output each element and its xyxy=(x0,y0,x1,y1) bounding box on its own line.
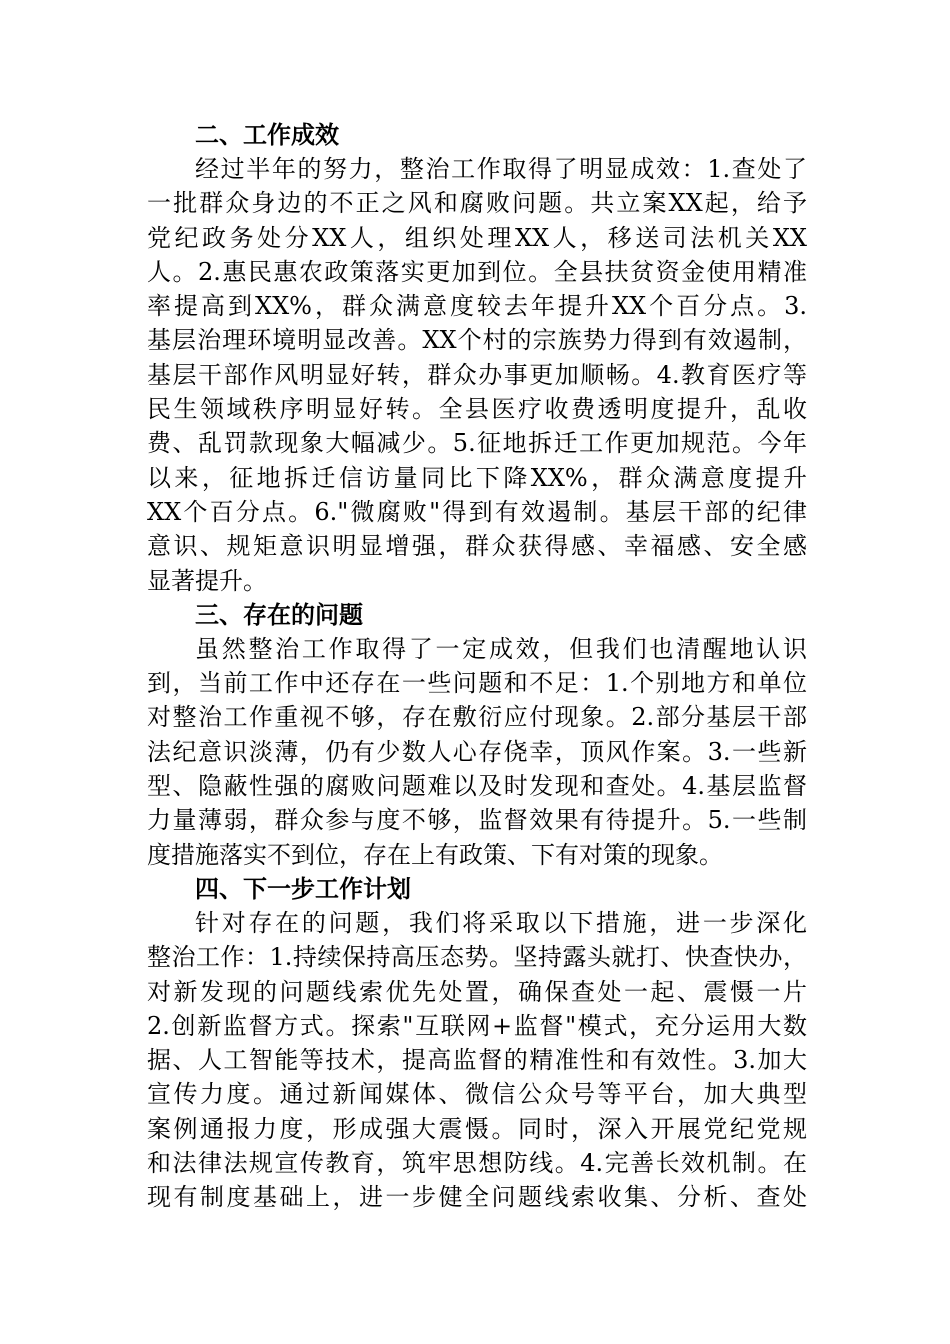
text-line: 度措施落实不到位，存在上有政策、下有对策的现象。 xyxy=(147,840,723,869)
text-line: 宣传力度。通过新闻媒体、微信公众号等平台，加大典型 xyxy=(147,1080,807,1109)
text-line: 以来，征地拆迁信访量同比下降XX%，群众满意度提升 xyxy=(147,463,807,492)
text-line: 人。2.惠民惠农政策落实更加到位。全县扶贫资金使用精准 xyxy=(147,257,807,286)
text-line: 显著提升。 xyxy=(147,566,267,595)
section-heading-achievements: 二、工作成效 xyxy=(195,121,339,149)
text-line: 型、隐蔽性强的腐败问题难以及时发现和查处。4.基层监督 xyxy=(147,772,807,801)
text-line: 针对存在的问题，我们将采取以下措施，进一步深化 xyxy=(195,908,807,937)
section-paragraph-problems xyxy=(147,632,807,872)
text-line: 意识、规矩意识明显增强，群众获得感、幸福感、安全感 xyxy=(147,532,807,561)
text-line: 基层干部作风明显好转，群众办事更加顺畅。4.教育医疗等 xyxy=(147,360,807,389)
section-heading-problems: 三、存在的问题 xyxy=(195,600,363,629)
text-line: 力量薄弱，群众参与度不够，监督效果有待提升。5.一些制 xyxy=(147,806,807,835)
section-heading-next-steps: 四、下一步工作计划 xyxy=(195,874,411,903)
text-line: 率提高到XX%，群众满意度较去年提升XX个百分点。3. xyxy=(147,292,807,321)
text-line: 费、乱罚款现象大幅减少。5.征地拆迁工作更加规范。今年 xyxy=(147,429,807,458)
text-line: 民生领域秩序明显好转。全县医疗收费透明度提升，乱收 xyxy=(147,395,807,424)
text-line: 党纪政务处分XX人，组织处理XX人，移送司法机关XX xyxy=(147,223,807,252)
document-body xyxy=(147,118,807,1215)
text-line: 对整治工作重视不够，存在敷衍应付现象。2.部分基层干部 xyxy=(147,703,807,732)
text-line: 整治工作：1.持续保持高压态势。坚持露头就打、快查快办， xyxy=(147,943,807,972)
text-line: 2.创新监督方式。探索"互联网+监督"模式，充分运用大数 xyxy=(147,1011,807,1040)
text-line: 对新发现的问题线索优先处置，确保查处一起、震慑一片 xyxy=(147,977,807,1006)
text-line: 和法律法规宣传教育，筑牢思想防线。4.完善长效机制。在 xyxy=(147,1149,807,1178)
text-line: 基层治理环境明显改善。XX个村的宗族势力得到有效遏制， xyxy=(147,326,807,355)
text-line: 一批群众身边的不正之风和腐败问题。共立案XX起，给予 xyxy=(147,189,807,218)
section-paragraph-achievements xyxy=(147,152,807,598)
text-line: 据、人工智能等技术，提高监督的精准性和有效性。3.加大 xyxy=(147,1046,807,1075)
text-line: 到，当前工作中还存在一些问题和不足：1.个别地方和单位 xyxy=(147,669,807,698)
text-line: 现有制度基础上，进一步健全问题线索收集、分析、查处 xyxy=(147,1183,807,1212)
text-line: 案例通报力度，形成强大震慑。同时，深入开展党纪党规 xyxy=(147,1114,807,1143)
text-line: 经过半年的努力，整治工作取得了明显成效：1.查处了 xyxy=(195,155,807,183)
text-line: 法纪意识淡薄，仍有少数人心存侥幸，顶风作案。3.一些新 xyxy=(147,737,807,766)
text-line: 虽然整治工作取得了一定成效，但我们也清醒地认识 xyxy=(195,634,807,663)
text-line: XX个百分点。6."微腐败"得到有效遏制。基层干部的纪律 xyxy=(147,497,807,526)
section-paragraph-next-steps xyxy=(147,906,807,1215)
